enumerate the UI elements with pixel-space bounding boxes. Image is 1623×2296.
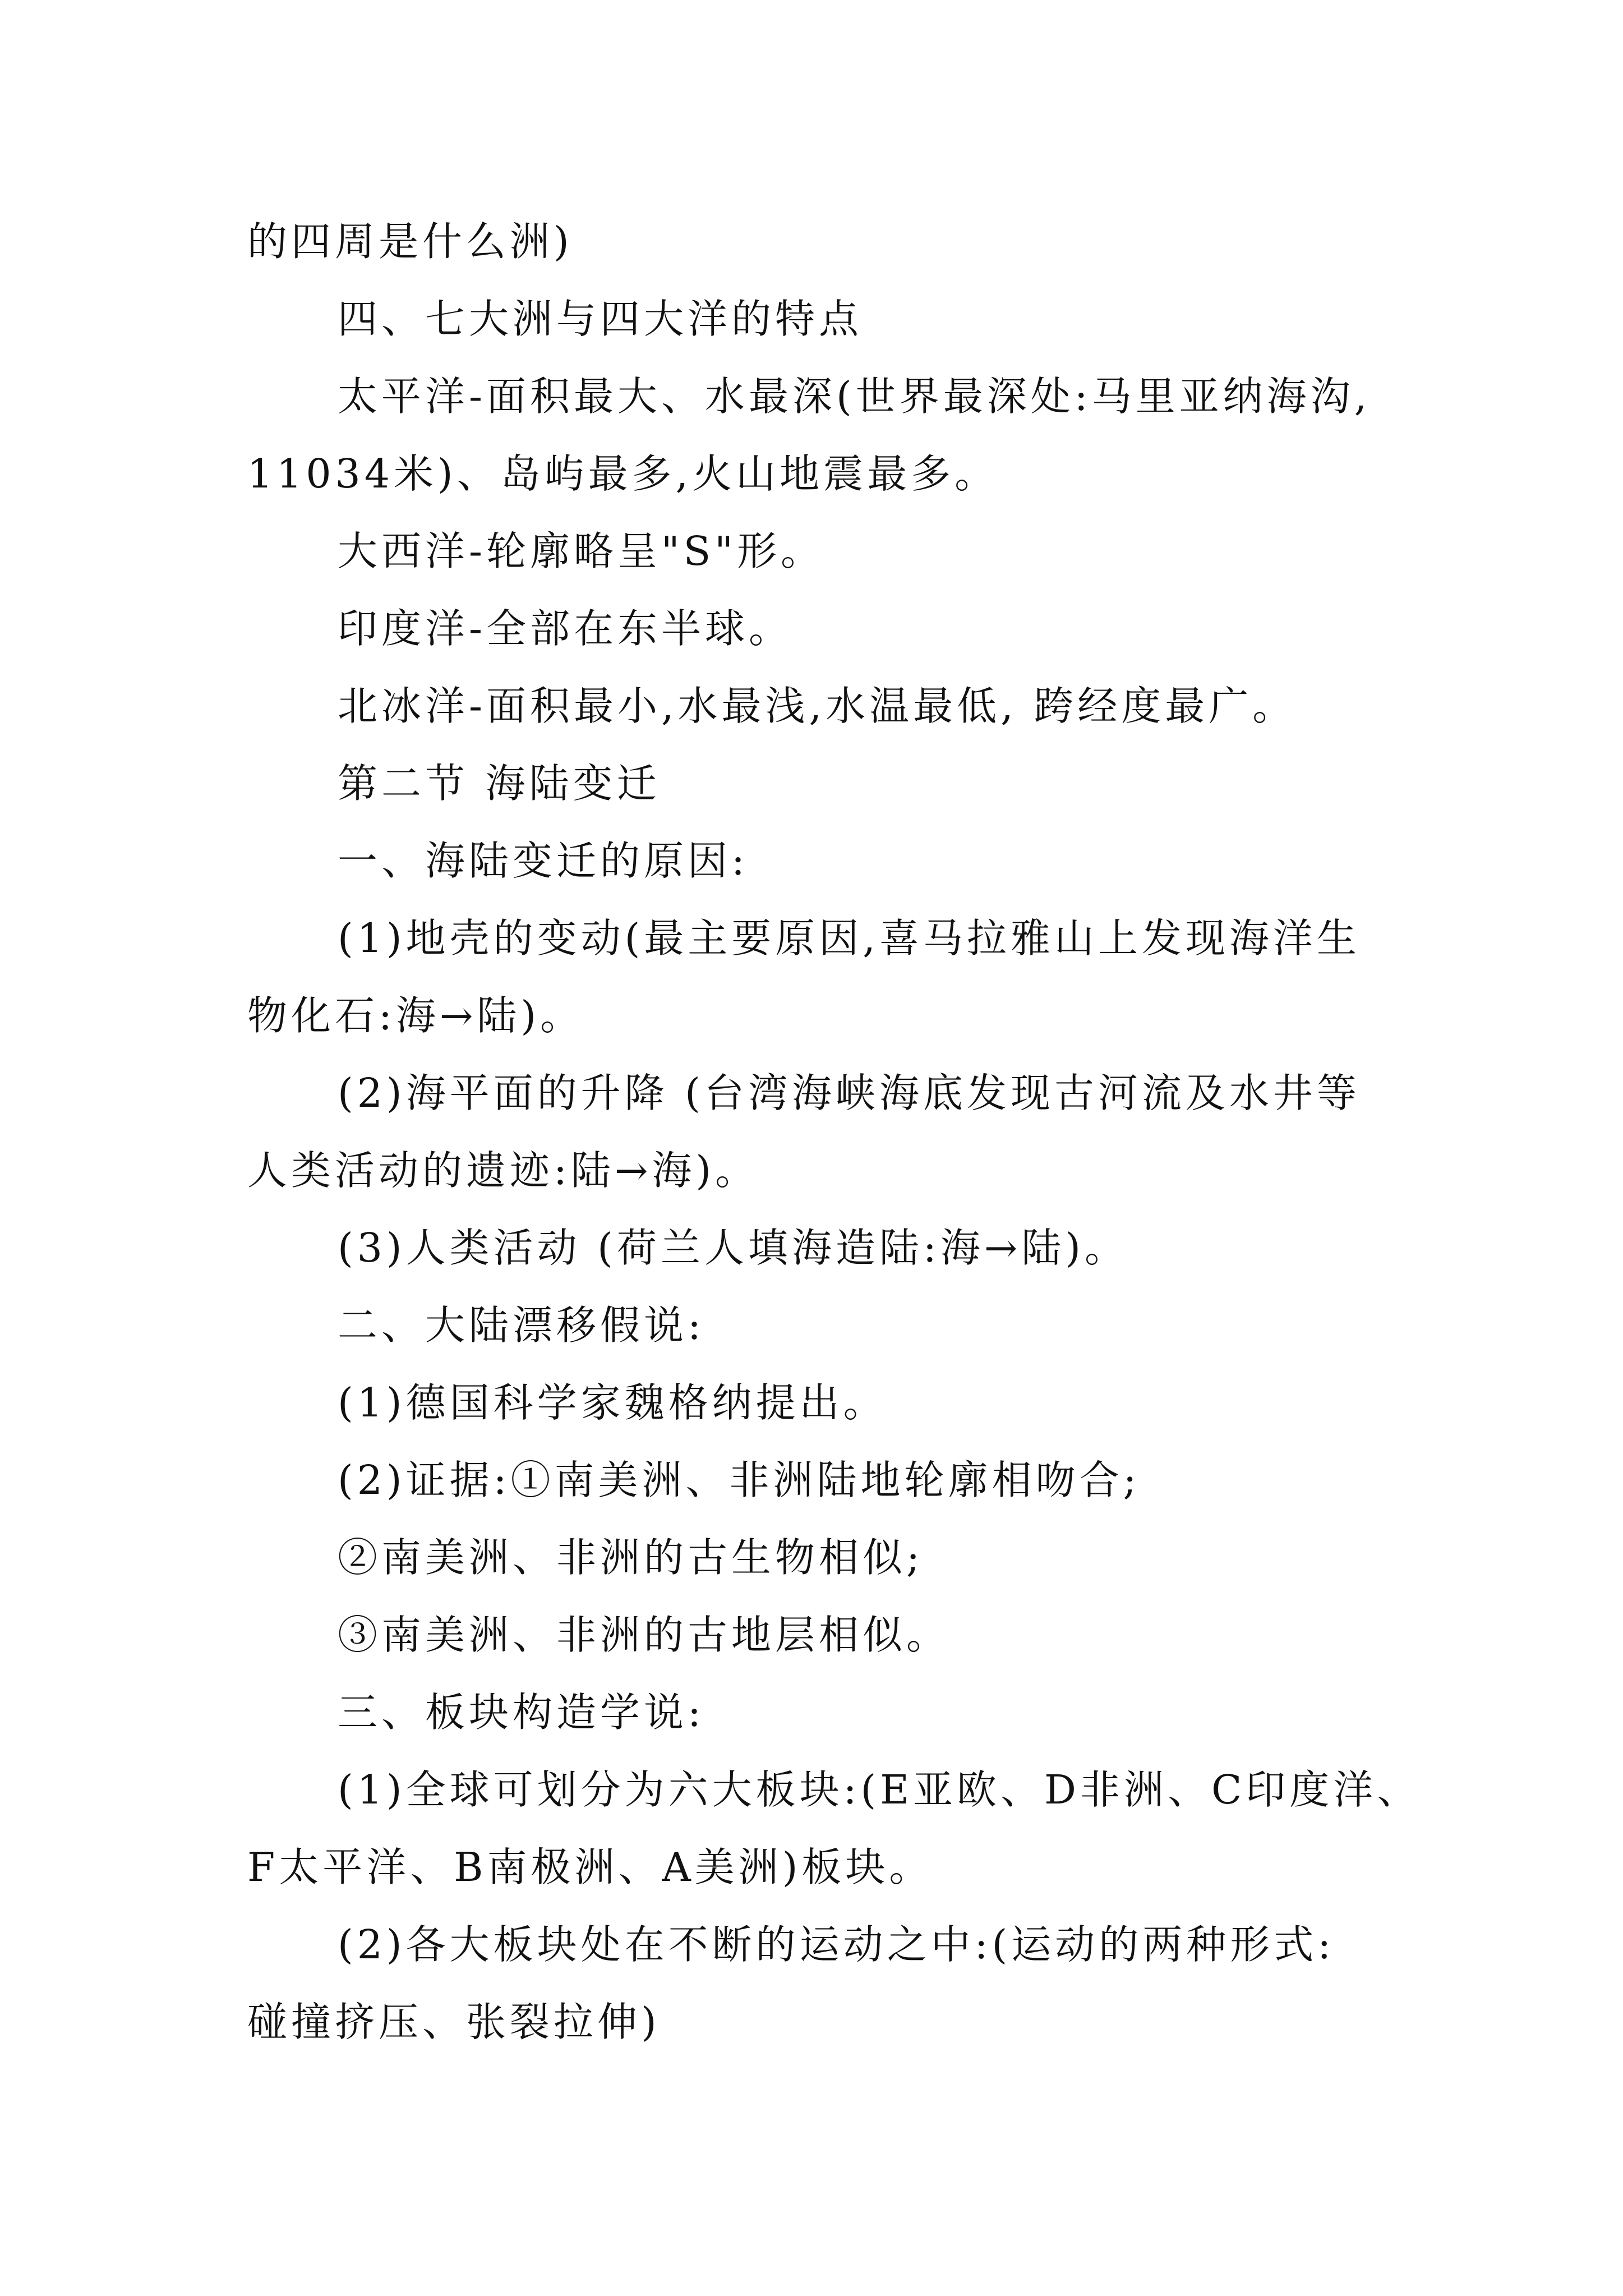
text-line: 碰撞挤压、张裂拉伸) — [247, 1999, 661, 2045]
text-line: 太平洋-面积最大、水最深(世界最深处:马里亚纳海沟, — [338, 373, 1371, 420]
section-heading: 四、七大洲与四大洋的特点 — [338, 296, 863, 342]
text-line: (1)德国科学家魏格纳提出。 — [338, 1379, 887, 1426]
text-line: (2)海平面的升降 (台湾海峡海底发现古河流及水井等 — [338, 1070, 1361, 1116]
text-line: (2)证据:①南美洲、非洲陆地轮廓相吻合; — [338, 1457, 1141, 1503]
text-line: 11034米)、岛屿最多,火山地震最多。 — [247, 450, 999, 497]
text-line: (2)各大板块处在不断的运动之中:(运动的两种形式: — [338, 1921, 1335, 1968]
text-line: F太平洋、B南极洲、A美洲)板块。 — [247, 1844, 933, 1890]
text-line: 物化石:海→陆)。 — [247, 992, 584, 1039]
text-line: (3)人类活动 (荷兰人填海造陆:海→陆)。 — [338, 1225, 1128, 1271]
section-heading: 第二节 海陆变迁 — [338, 760, 661, 807]
text-line: ②南美洲、非洲的古生物相似; — [338, 1534, 924, 1581]
text-line: 印度洋-全部在东半球。 — [338, 605, 792, 652]
text-line: 人类活动的遗迹:陆→海)。 — [247, 1147, 759, 1194]
section-heading: 二、大陆漂移假说: — [338, 1302, 705, 1349]
text-line: 北冰洋-面积最小,水最浅,水温最低, 跨经度最广。 — [338, 683, 1297, 729]
text-line: ③南美洲、非洲的古地层相似。 — [338, 1612, 951, 1658]
text-line: (1)全球可划分为六大板块:(E亚欧、D非洲、C印度洋、 — [338, 1766, 1421, 1813]
text-line: (1)地壳的变动(最主要原因,喜马拉雅山上发现海洋生 — [338, 915, 1361, 961]
text-line: 大西洋-轮廓略呈"S"形。 — [338, 528, 824, 574]
section-heading: 一、海陆变迁的原因: — [338, 838, 749, 884]
text-line: 的四周是什么洲) — [247, 218, 573, 265]
section-heading: 三、板块构造学说: — [338, 1689, 705, 1736]
